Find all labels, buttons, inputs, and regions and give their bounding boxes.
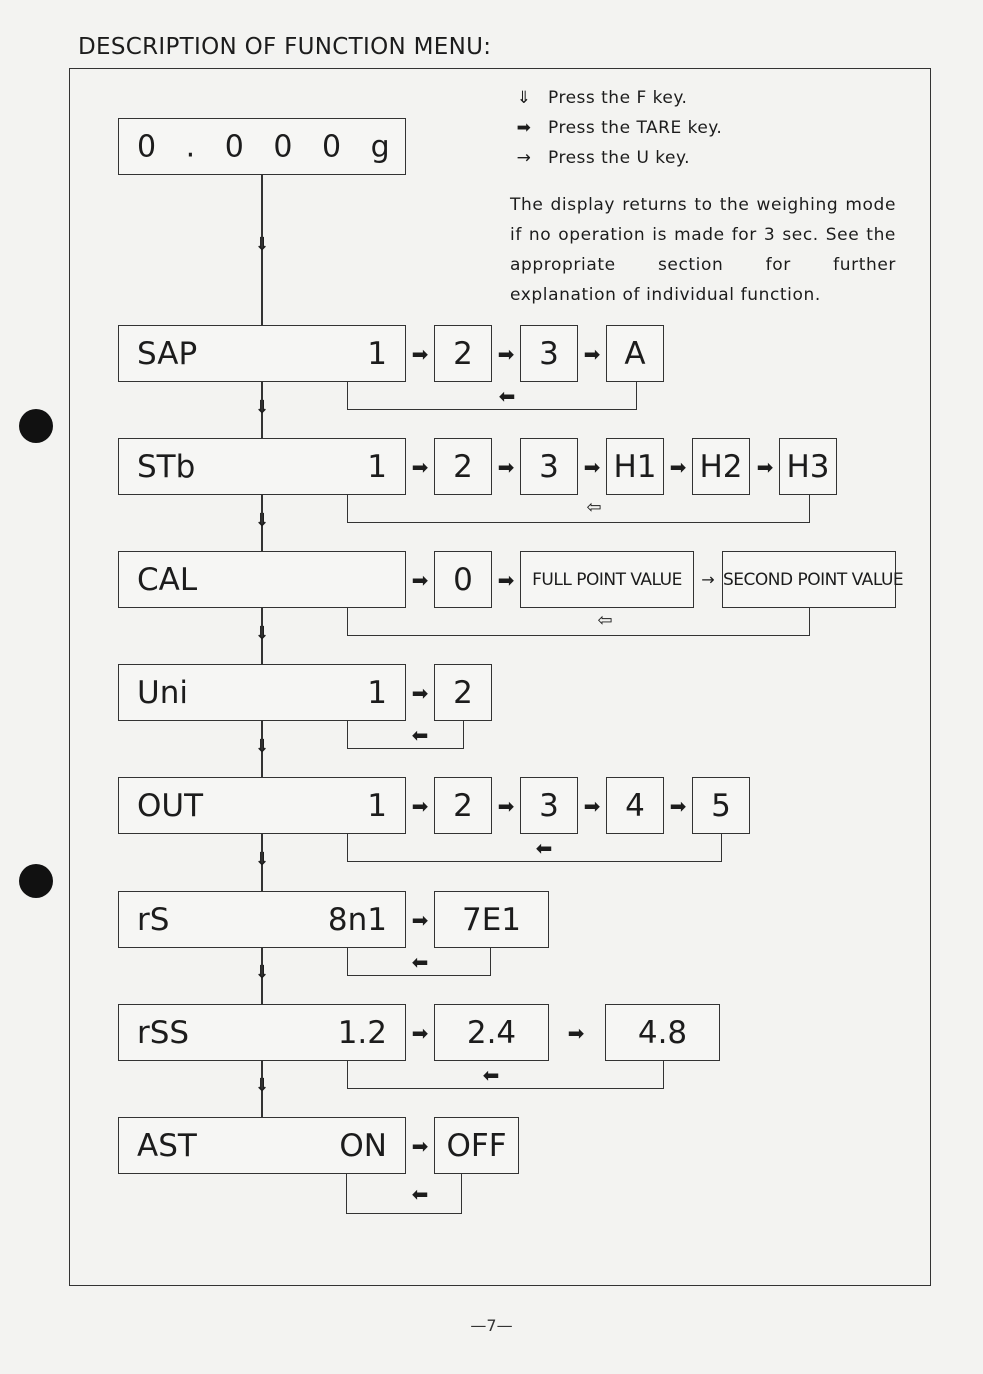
tare-arrow-icon: ➡ — [411, 1134, 429, 1158]
option-value: 2 — [453, 335, 473, 372]
down-arrow-icon: ⇓ — [254, 1075, 270, 1096]
option-value: 7E1 — [461, 901, 522, 938]
menu-uni — [118, 664, 406, 721]
down-arrow-icon: ⇓ — [254, 849, 270, 870]
function-value: 1 — [367, 787, 387, 824]
function-value: ON — [339, 1127, 387, 1164]
tare-arrow-icon: ➡ — [669, 794, 687, 818]
tare-arrow-icon: ➡ — [411, 681, 429, 705]
punch-hole — [19, 864, 53, 898]
back-arrow-icon: ⬅ — [411, 950, 429, 974]
return-loop — [347, 1061, 664, 1089]
return-loop — [347, 608, 810, 636]
option-value: 5 — [711, 787, 731, 824]
option-box — [434, 664, 492, 721]
function-value: 8n1 — [327, 901, 387, 938]
option-box — [434, 1004, 549, 1061]
return-loop — [347, 382, 637, 410]
option-box — [520, 551, 694, 608]
option-box — [692, 438, 750, 495]
tare-arrow-icon: ➡ — [411, 1021, 429, 1045]
menu-rs — [118, 891, 406, 948]
function-value: 1 — [367, 674, 387, 711]
option-box — [434, 777, 492, 834]
tare-arrow-icon: ➡ — [497, 342, 515, 366]
return-loop — [347, 495, 810, 523]
menu-stb — [118, 438, 406, 495]
weighing-display — [118, 118, 406, 175]
down-arrow-icon: ⇓ — [254, 623, 270, 644]
back-arrow-icon: ⬅ — [498, 384, 516, 408]
tare-arrow-icon: ➡ — [567, 1021, 585, 1045]
legend-text: Press the F key. — [548, 88, 688, 108]
menu-rss — [118, 1004, 406, 1061]
option-value: 3 — [539, 448, 559, 485]
tare-arrow-icon: ➡ — [411, 794, 429, 818]
open-back-arrow-icon: ⇦ — [597, 610, 613, 631]
function-name: Uni — [137, 674, 188, 711]
tare-arrow-icon: ➡ — [583, 342, 601, 366]
tare-arrow-icon: ➡ — [756, 455, 774, 479]
option-value: 2.4 — [466, 1014, 517, 1051]
option-box — [434, 325, 492, 382]
back-arrow-icon: ⬅ — [411, 723, 429, 747]
option-box — [434, 438, 492, 495]
page-number: —7— — [470, 1316, 513, 1335]
punch-hole — [19, 409, 53, 443]
function-name: rSS — [137, 1014, 190, 1051]
option-value: 2 — [453, 448, 473, 485]
option-box — [434, 551, 492, 608]
tare-arrow-icon: ➡ — [497, 794, 515, 818]
legend-f-key — [510, 88, 687, 108]
option-box — [605, 1004, 720, 1061]
function-name: OUT — [137, 787, 204, 824]
option-box — [779, 438, 837, 495]
down-arrow-icon: ⇓ — [254, 234, 270, 255]
option-value: SECOND POINT VALUE — [723, 569, 904, 590]
display-value: 0 . 0 0 0 g — [137, 129, 400, 164]
open-back-arrow-icon: ⇦ — [586, 497, 602, 518]
function-value: 1 — [367, 335, 387, 372]
function-value: 1 — [367, 448, 387, 485]
down-arrow-icon: ⇓ — [254, 962, 270, 983]
option-value: H1 — [613, 448, 657, 485]
tare-arrow-icon: ➡ — [583, 455, 601, 479]
option-value: OFF — [446, 1127, 507, 1164]
u-key-arrow-icon: → — [701, 570, 715, 589]
menu-cal — [118, 551, 406, 608]
function-name: SAP — [137, 335, 198, 372]
option-value: H2 — [699, 448, 743, 485]
tare-arrow-icon: ➡ — [583, 794, 601, 818]
option-value: A — [624, 335, 646, 372]
thin-right-arrow-icon: → — [516, 148, 532, 168]
function-name: AST — [137, 1127, 197, 1164]
function-name: STb — [137, 448, 196, 485]
tare-arrow-icon: ➡ — [497, 455, 515, 479]
down-arrow-icon: ⇓ — [516, 88, 532, 108]
tare-arrow-icon: ➡ — [411, 342, 429, 366]
page-title: DESCRIPTION OF FUNCTION MENU: — [78, 34, 492, 60]
option-box — [606, 777, 664, 834]
option-box — [606, 325, 664, 382]
option-value: 4 — [625, 787, 645, 824]
back-arrow-icon: ⬅ — [535, 836, 553, 860]
legend-tare-key — [510, 118, 722, 138]
legend-note: The display returns to the weighing mode if no operation is made for 3 sec. See the appropriate section for further explanation of individual function. — [510, 195, 896, 305]
option-value: FULL POINT VALUE — [532, 569, 682, 590]
option-box — [606, 438, 664, 495]
option-value: 3 — [539, 787, 559, 824]
option-box — [520, 438, 578, 495]
menu-out — [118, 777, 406, 834]
tare-arrow-icon: ➡ — [669, 455, 687, 479]
option-box — [520, 777, 578, 834]
tare-arrow-icon: ➡ — [411, 455, 429, 479]
option-value: 0 — [453, 561, 473, 598]
legend-u-key — [510, 148, 690, 168]
option-box — [434, 1117, 519, 1174]
back-arrow-icon: ⬅ — [482, 1063, 500, 1087]
option-box — [692, 777, 750, 834]
option-box — [722, 551, 904, 608]
bold-right-arrow-icon: ➡ — [516, 118, 532, 138]
tare-arrow-icon: ➡ — [497, 568, 515, 592]
option-value: H3 — [786, 448, 830, 485]
option-value: 2 — [453, 787, 473, 824]
function-name: rS — [137, 901, 170, 938]
option-box — [520, 325, 578, 382]
option-value: 4.8 — [637, 1014, 688, 1051]
menu-sap — [118, 325, 406, 382]
option-value: 2 — [453, 674, 473, 711]
tare-arrow-icon: ➡ — [411, 908, 429, 932]
function-value: 1.2 — [337, 1014, 387, 1051]
return-loop — [347, 721, 464, 749]
legend-text: Press the TARE key. — [548, 118, 723, 138]
legend-text: Press the U key. — [548, 148, 691, 168]
menu-ast — [118, 1117, 406, 1174]
down-arrow-icon: ⇓ — [254, 397, 270, 418]
down-arrow-icon: ⇓ — [254, 736, 270, 757]
option-box — [434, 891, 549, 948]
back-arrow-icon: ⬅ — [411, 1182, 429, 1206]
option-value: 3 — [539, 335, 559, 372]
return-loop — [346, 1174, 462, 1214]
function-name: CAL — [137, 561, 198, 598]
tare-arrow-icon: ➡ — [411, 568, 429, 592]
down-arrow-icon: ⇓ — [254, 510, 270, 531]
return-loop — [347, 834, 722, 862]
